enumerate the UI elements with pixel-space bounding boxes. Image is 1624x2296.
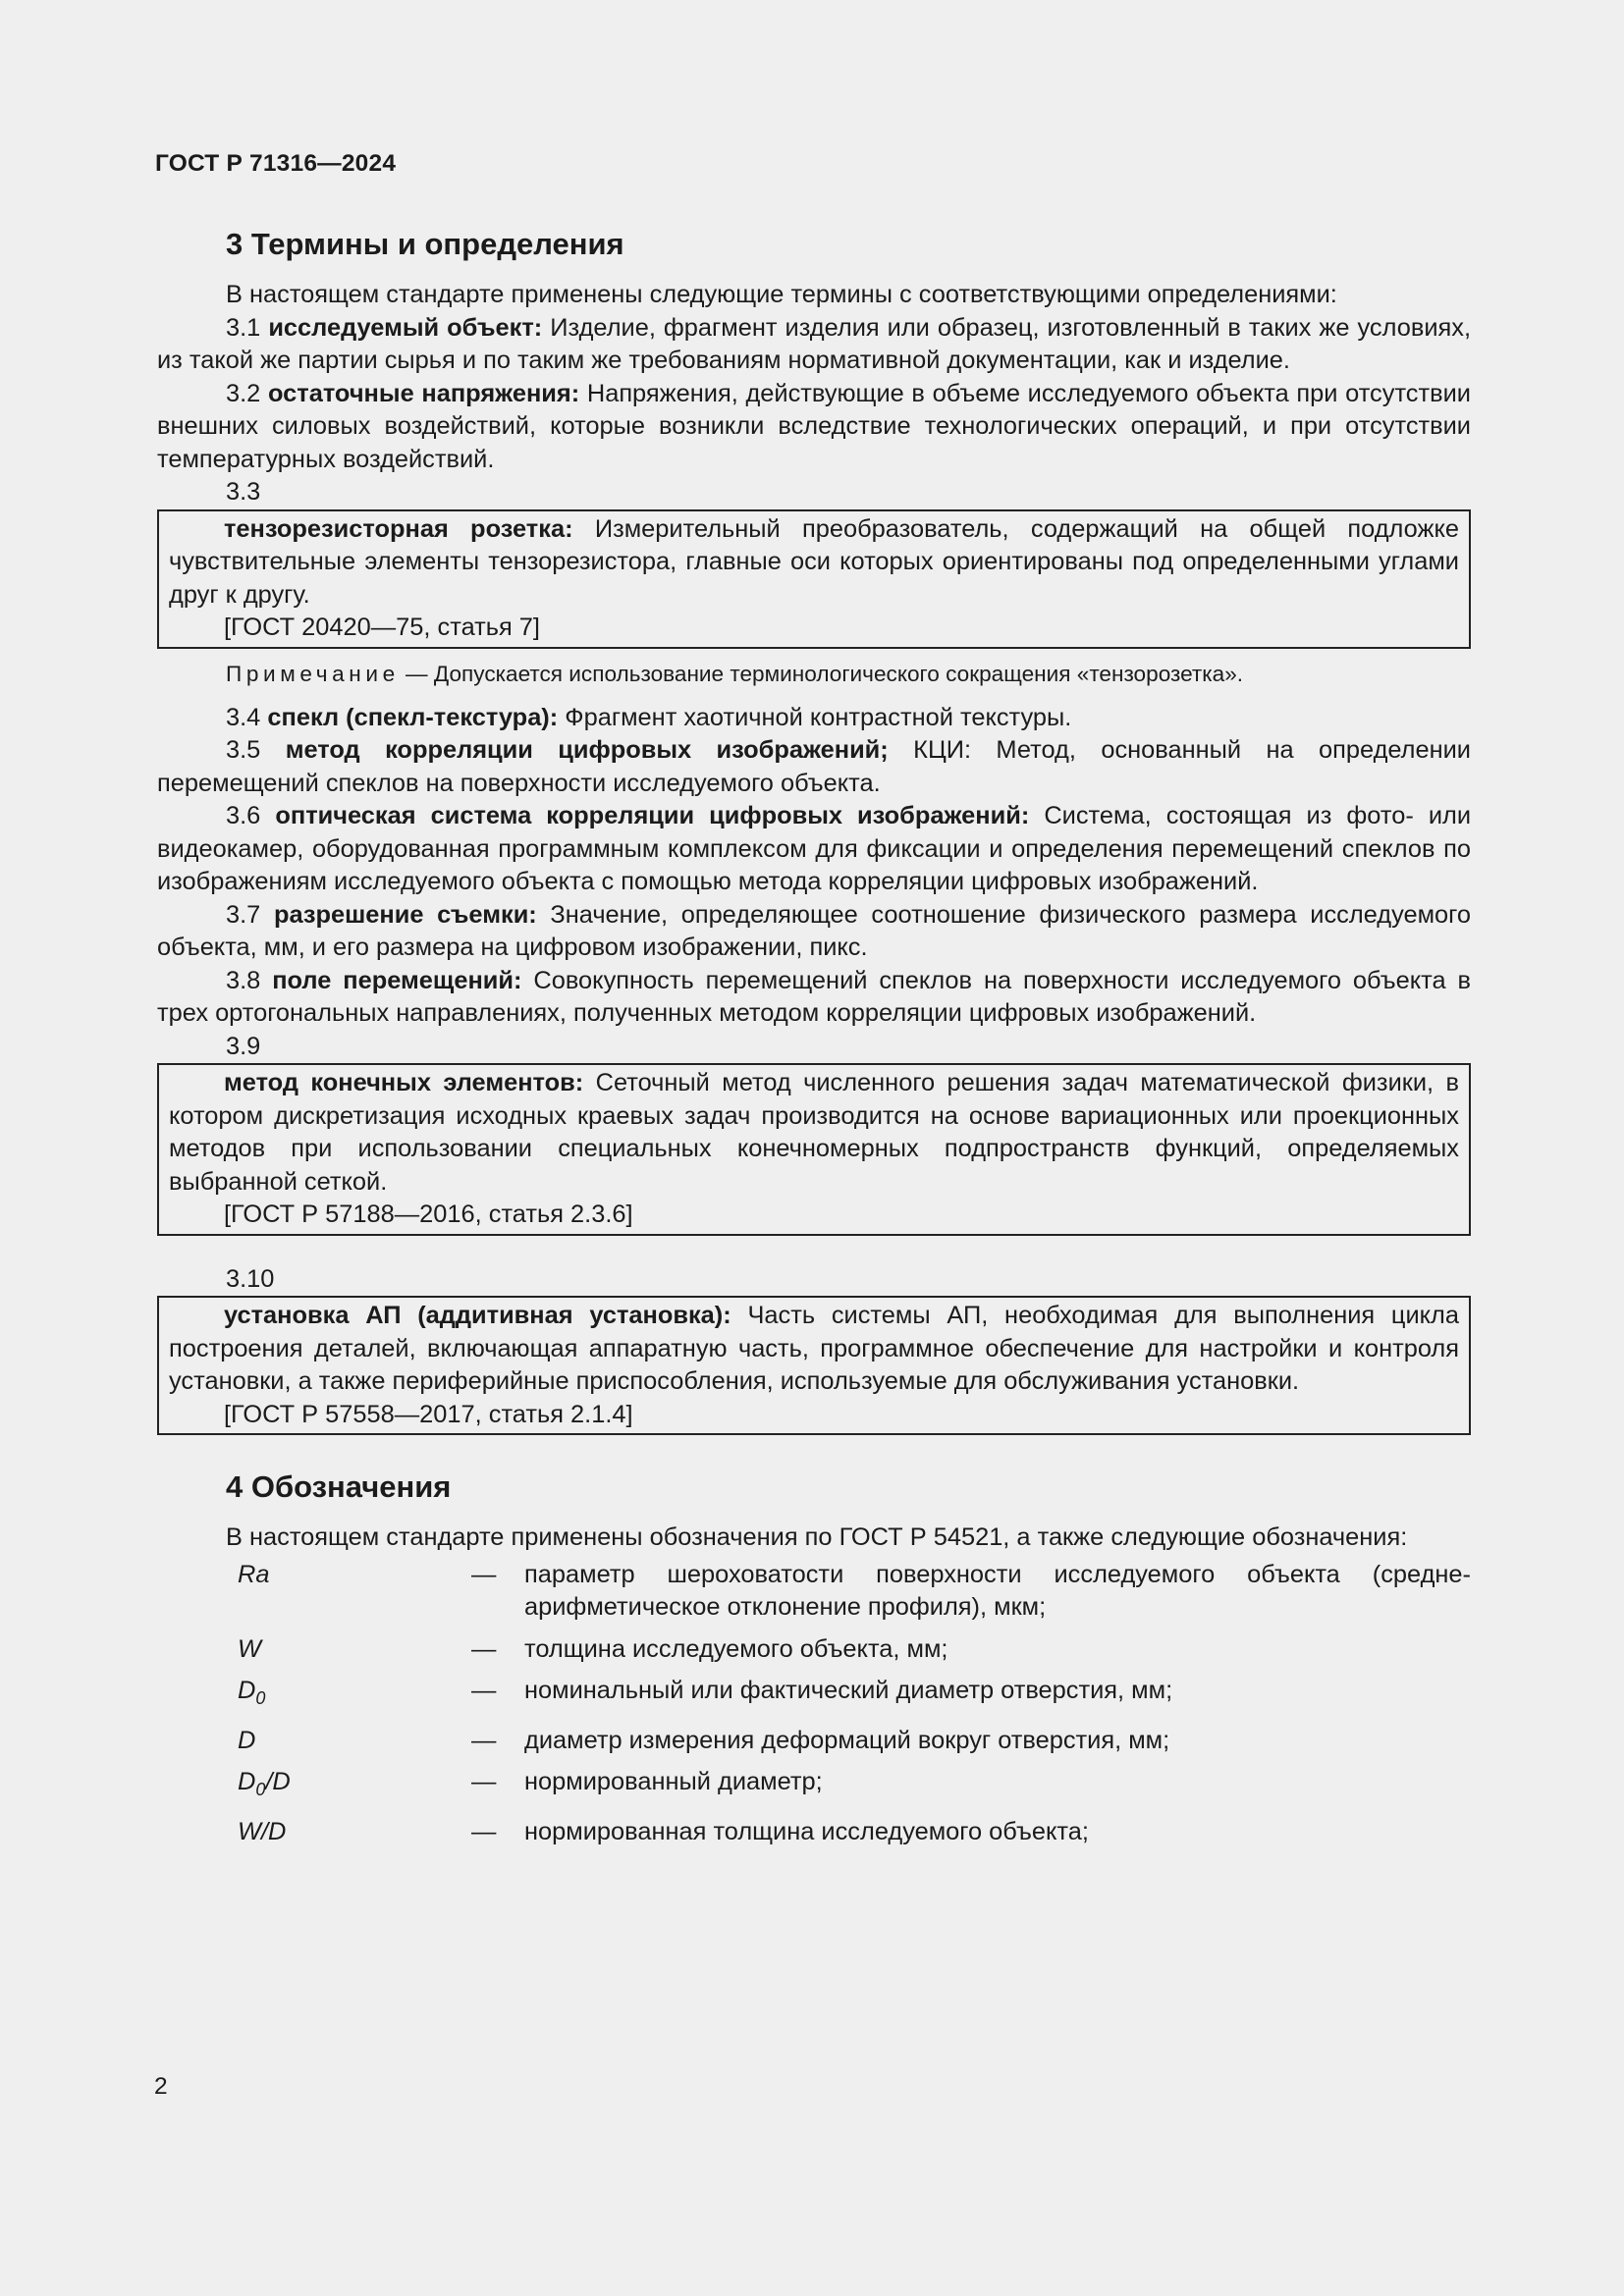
term-name: метод конечных элементов: xyxy=(224,1069,584,1096)
symbols-list xyxy=(157,1559,1471,1849)
symbol-definition: параметр шероховатости поверхности исследуемого объекта (средне-арифметическое отклонение профиля), мкм; xyxy=(524,1560,1471,1621)
symbol-letter: W xyxy=(238,1634,261,1663)
dash: — xyxy=(471,1768,497,1796)
symbol xyxy=(157,1559,471,1625)
term-3-10-reference: [ГОСТ Р 57558—2017, статья 2.1.4] xyxy=(224,1400,633,1428)
symbol-subscript: 0 xyxy=(255,1688,266,1709)
term-definition: Значение, определяющее соотношение физического размера исследуемого объекта, мм, и его размера на цифровом изображении, пикс. xyxy=(157,900,1471,961)
term-name: разрешение съемки: xyxy=(273,900,537,929)
note-text: — Допускается использование терминологического сокращения «тензорозетка». xyxy=(399,661,1244,686)
symbol xyxy=(157,1725,471,1758)
symbol xyxy=(157,1633,471,1667)
symbol xyxy=(157,1816,471,1849)
term-definition: Часть системы АП, необходимая для выполнения цикла построения деталей, включающая аппаратную часть, программное обеспечение для настройки и контроля установки, а также периферийные приспособления, используемые для обслуживания установки. xyxy=(169,1302,1459,1395)
dash: — xyxy=(471,1634,497,1663)
note-label: Примечание xyxy=(226,661,400,686)
page-content xyxy=(157,220,1471,1848)
symbol-definition: диаметр измерения деформаций вокруг отверстия, мм; xyxy=(524,1726,1170,1754)
term-3-10-number: 3.10 xyxy=(226,1264,275,1293)
symbol-definition: номинальный или фактический диаметр отверстия, мм; xyxy=(524,1677,1173,1704)
term-3-9-reference: [ГОСТ Р 57188—2016, статья 2.3.6] xyxy=(224,1201,633,1228)
term-3-1 xyxy=(157,312,1471,378)
dash: — xyxy=(471,1817,497,1845)
term-3-8 xyxy=(157,965,1471,1031)
term-3-7 xyxy=(157,899,1471,965)
term-definition: Система, состоящая из фото- или видеокамер, оборудованная программным комплексом для фиксации и определения перемещений спеклов по изображениям исследуемого объекта с помощью метода корреляции цифровых изображений. xyxy=(157,802,1472,895)
section-3-intro: В настоящем стандарте применены следующие термины с соответствующими определениями: xyxy=(226,281,1337,308)
term-number: 3.8 xyxy=(226,966,273,994)
term-3-3 xyxy=(169,513,1459,613)
term-3-4 xyxy=(157,702,1471,735)
symbol-letter: W/D xyxy=(238,1817,287,1845)
term-3-3-box xyxy=(157,509,1471,649)
symbol-letter: D xyxy=(238,1726,256,1754)
dash: — xyxy=(471,1726,497,1754)
term-definition: Изделие, фрагмент изделия или образец, изготовленный в таких же условиях, из такой же партии сырья и по таким же требованиям нормативной документации, как и изделие. xyxy=(157,313,1472,374)
term-name: метод корреляции цифровых изображений; xyxy=(285,736,889,764)
term-name: тензорезисторная розетка: xyxy=(224,514,573,543)
term-3-3-reference: [ГОСТ 20420—75, статья 7] xyxy=(224,614,540,641)
dash: — xyxy=(471,1560,497,1588)
term-name: остаточные напряжения: xyxy=(267,379,580,407)
symbol-letter: Ra xyxy=(238,1560,270,1588)
section-4-intro: В настоящем стандарте применены обозначения по ГОСТ Р 54521, а также следующие обозначения: xyxy=(226,1523,1408,1551)
term-3-9 xyxy=(169,1067,1459,1199)
symbol xyxy=(157,1766,471,1807)
term-name: спекл (спекл-текстура): xyxy=(267,703,559,731)
term-3-3-number: 3.3 xyxy=(226,478,261,506)
term-3-10-box xyxy=(157,1296,1471,1435)
term-name: установка АП (аддитивная установка): xyxy=(224,1302,731,1329)
symbol-letter: D xyxy=(238,1677,256,1704)
term-3-10 xyxy=(169,1300,1459,1399)
term-definition: Напряжения, действующие в объеме исследуемого объекта при отсутствии внешних силовых воздействий, которые возникли вследствие технологических операций, и при отсутствии температурных воздействий. xyxy=(157,379,1471,473)
page-number: 2 xyxy=(154,2073,168,2100)
symbol-row xyxy=(157,1816,1471,1849)
term-definition: Фрагмент хаотичной контрастной текстуры. xyxy=(558,703,1072,731)
term-3-6 xyxy=(157,800,1471,899)
term-3-2 xyxy=(157,378,1471,477)
symbol-letter: D xyxy=(238,1768,256,1796)
note xyxy=(157,655,1471,694)
symbol-row xyxy=(157,1675,1471,1716)
term-name: исследуемый объект: xyxy=(268,313,543,342)
dash: — xyxy=(471,1677,497,1704)
symbol-definition: нормированная толщина исследуемого объекта; xyxy=(524,1817,1089,1845)
term-3-9-box xyxy=(157,1063,1471,1236)
term-name: поле перемещений: xyxy=(272,966,522,994)
symbol-row xyxy=(157,1633,1471,1667)
term-definition: Совокупность перемещений спеклов на поверхности исследуемого объекта в трех ортогональных направлениях, полученных методом корреляции цифровых изображений. xyxy=(157,966,1471,1027)
document-code-header: ГОСТ Р 71316—2024 xyxy=(155,150,397,177)
term-number: 3.4 xyxy=(226,703,268,731)
term-number: 3.5 xyxy=(226,736,286,764)
term-number: 3.1 xyxy=(226,313,269,342)
term-3-9-number: 3.9 xyxy=(226,1032,261,1060)
symbol-subscript: 0 xyxy=(255,1780,266,1800)
term-number: 3.7 xyxy=(226,900,274,929)
symbol-tail: /D xyxy=(265,1768,291,1796)
term-number: 3.2 xyxy=(226,379,268,407)
term-definition: КЦИ: Метод, основанный на определении перемещений спеклов на поверхности исследуемого объекта. xyxy=(157,736,1471,797)
section-4-heading: 4 Обозначения xyxy=(226,1469,452,1504)
section-3-heading: 3 Термины и определения xyxy=(226,227,624,261)
symbol-row xyxy=(157,1725,1471,1758)
symbol-row xyxy=(157,1559,1471,1625)
symbol-definition: толщина исследуемого объекта, мм; xyxy=(524,1634,948,1663)
symbol-row xyxy=(157,1766,1471,1807)
term-name: оптическая система корреляции цифровых изображений: xyxy=(275,802,1030,829)
term-number: 3.6 xyxy=(226,802,276,829)
term-3-5 xyxy=(157,734,1471,800)
term-definition: Измерительный преобразователь, содержащий на общей подложке чувствительные элементы тензорезистора, главные оси которых ориентированы под определенными углами друг к другу. xyxy=(169,514,1459,609)
symbol xyxy=(157,1675,471,1716)
term-definition: Сеточный метод численного решения задач математической физики, в котором дискретизация исходных краевых задач производится на основе вариационных или проекционных методов при использовании специальных конечномерных подпространств функций, определяемых выбранной сеткой. xyxy=(169,1069,1459,1196)
symbol-definition: нормированный диаметр; xyxy=(524,1768,823,1796)
